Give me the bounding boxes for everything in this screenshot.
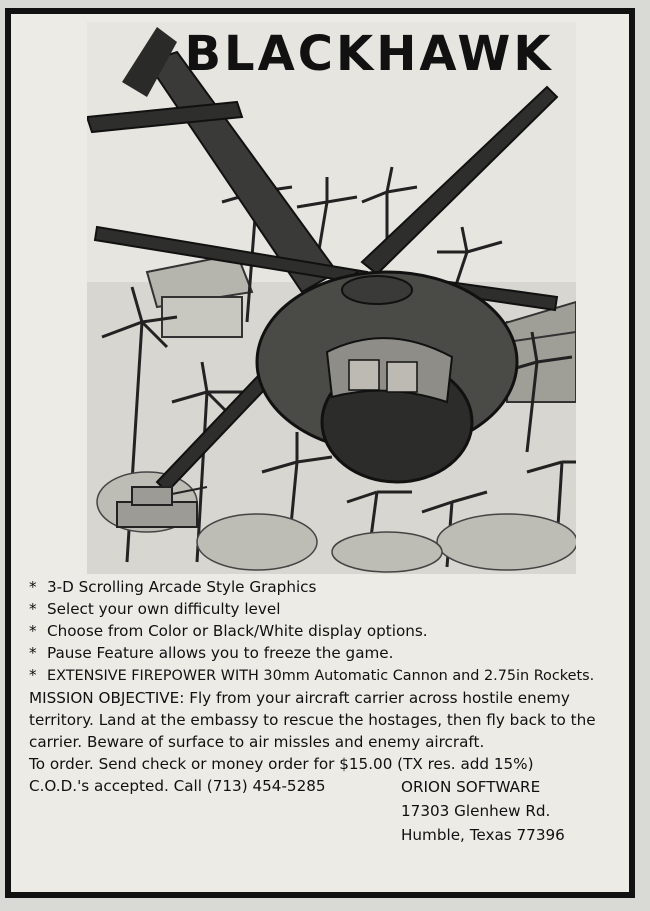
bullet-mark: * — [29, 600, 37, 618]
helicopter-illustration — [87, 22, 576, 574]
company-name: ORION SOFTWARE — [401, 778, 541, 796]
feature-bullet — [29, 620, 629, 642]
feature-bullet — [29, 664, 629, 687]
feature-text: Pause Feature allows you to freeze the game. — [47, 644, 394, 662]
helicopter-drawing — [87, 22, 576, 574]
mission-objective: MISSION OBJECTIVE: Fly from your aircraft carrier across hostile enemy territory. Land at the embassy to rescue the hostages, then fly back to the carrier. Beware of surface to air missles and enemy aircraft. — [29, 689, 596, 751]
feature-text: 3-D Scrolling Arcade Style Graphics — [47, 578, 317, 596]
bullet-mark: * — [29, 644, 37, 662]
order-line-1: To order. Send check or money order for $15.00 (TX res. add 15%) — [29, 755, 534, 773]
street-address: 17303 Glenhew Rd. — [401, 802, 551, 820]
order-line-2: C.O.D.'s accepted. Call (713) 454-5285 — [29, 777, 326, 795]
feature-text: EXTENSIVE FIREPOWER WITH 30mm Automatic Cannon and 2.75in Rockets. — [47, 668, 595, 684]
ad-copy — [29, 576, 629, 843]
city-address: Humble, Texas 77396 — [401, 826, 565, 844]
feature-bullet — [29, 642, 629, 664]
bullet-mark: * — [29, 666, 37, 684]
bullet-mark: * — [29, 578, 37, 596]
company-address — [401, 775, 565, 847]
feature-text: Select your own difficulty level — [47, 600, 281, 618]
bullet-mark: * — [29, 622, 37, 640]
feature-bullet — [29, 598, 629, 620]
feature-bullet — [29, 576, 629, 598]
advertisement — [5, 8, 635, 898]
feature-text: Choose from Color or Black/White display options. — [47, 622, 428, 640]
order-info — [29, 753, 629, 843]
ad-title: BLACKHAWK — [184, 26, 554, 82]
